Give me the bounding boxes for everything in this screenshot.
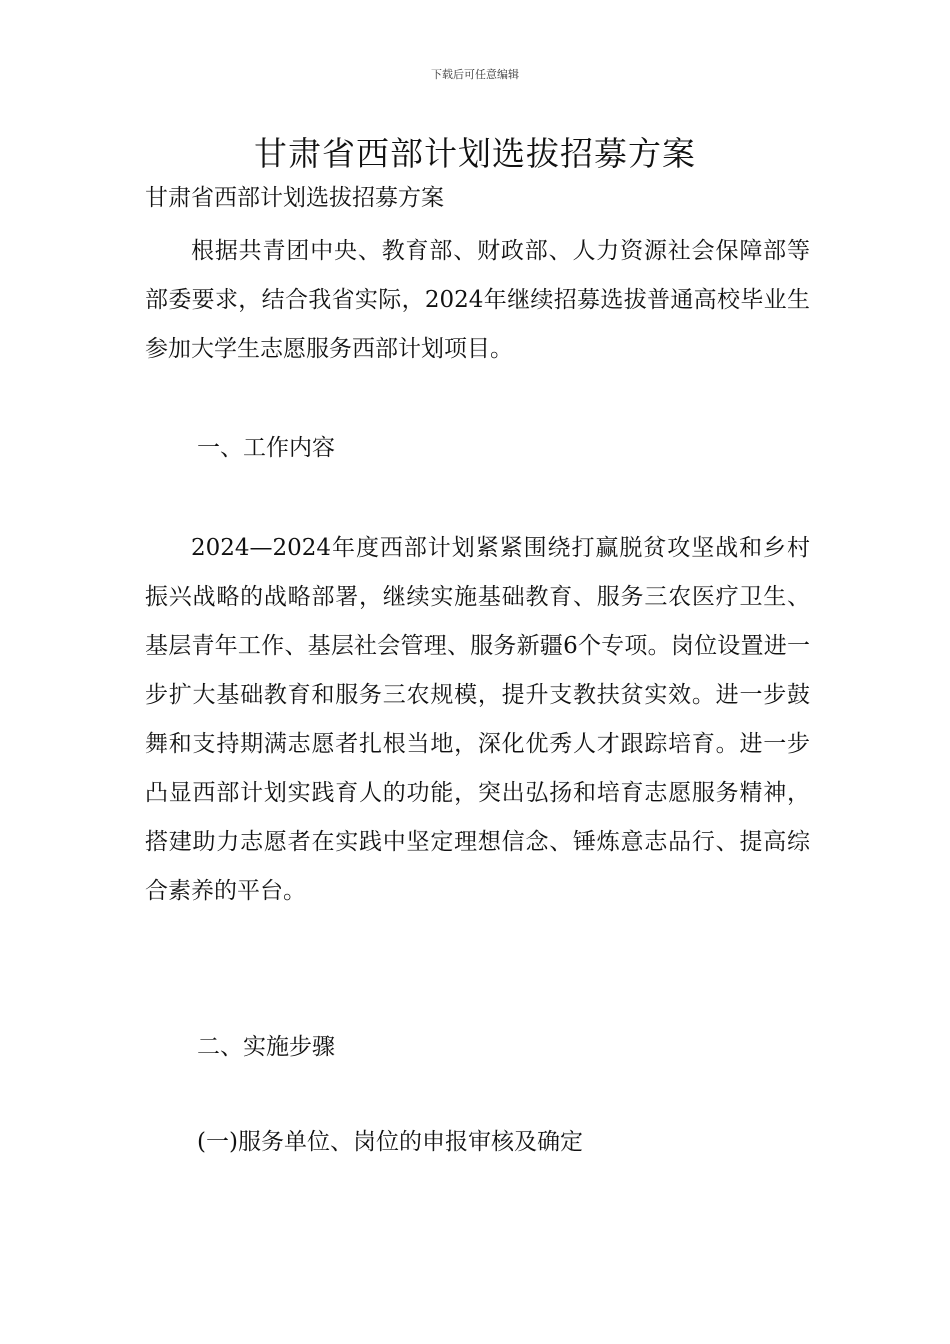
section-heading-implementation-steps: 二、实施步骤 xyxy=(197,1034,335,1060)
header-note: 下载后可任意编辑 xyxy=(431,68,519,81)
work-content-paragraph: 2024—2024年度西部计划紧紧围绕打赢脱贫攻坚战和乡村振兴战略的战略部署，继续实施基础教育、服务三农医疗卫生、基层青年工作、基层社会管理、服务新疆6个专项。岗位设置进一步扩大基础教育和服务三农规模，提升支教扶贫实效。进一步鼓舞和支持期满志愿者扎根当地，深化优秀人才跟踪培育。进一步凸显西部计划实践育人的功能，突出弘扬和培育志愿服务精神，搭建助力志愿者在实践中坚定理想信念、锤炼意志品行、提高综合素养的平台。 xyxy=(145,535,810,904)
document-subtitle: 甘肃省西部计划选拔招募方案 xyxy=(145,185,444,211)
intro-paragraph: 根据共青团中央、教育部、财政部、人力资源社会保障部等部委要求，结合我省实际，2024年继续招募选拔普通高校毕业生参加大学生志愿服务西部计划项目。 xyxy=(145,238,810,362)
subsection-heading-service-units: (一)服务单位、岗位的申报审核及确定 xyxy=(197,1129,583,1155)
document-title: 甘肃省西部计划选拔招募方案 xyxy=(254,134,696,173)
section-heading-work-content: 一、工作内容 xyxy=(197,435,335,461)
